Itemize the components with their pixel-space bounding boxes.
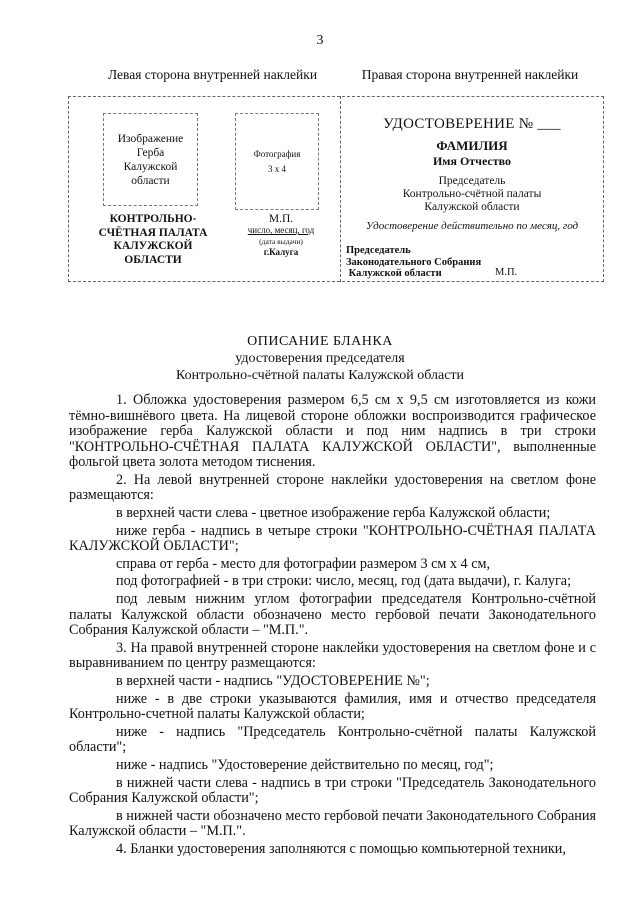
surname: ФАМИЛИЯ [436, 138, 508, 153]
validity-note: Удостоверение действительно по месяц, год [365, 220, 579, 232]
position-line: Калужской области [424, 201, 520, 213]
description-subtitle: удостоверения председателя [235, 351, 405, 366]
chair-line: Калужской области [346, 268, 442, 279]
org-line: ОБЛАСТИ [124, 253, 182, 266]
org-line: КОНТРОЛЬНО- [109, 213, 197, 225]
position [340, 175, 604, 214]
description-subtitle: Контрольно-счётной палаты Калужской области [175, 368, 465, 383]
org-name [78, 213, 228, 267]
paragraph: справа от герба - место для фотографии размером 3 см х 4 см, [116, 555, 491, 572]
photo-size: 3 х 4 [268, 163, 286, 174]
issue-block [228, 214, 334, 258]
description-body [69, 393, 596, 860]
paragraph: 1. Обложка удостоверения размером 6,5 см х 9,5 см изготовляется из кожи тёмно-вишнёвого цвета. На лицевой стороне обложки воспроизводится графическое изображение герба Калужской области и под ним надпись в три строки "КОНТРОЛЬНО-СЧЁТНАЯ ПАЛАТА КАЛУЖСКОЙ ОБЛАСТИ", выполненные фольгой цвета золота методом тиснения. [69, 392, 596, 470]
position-line: Контрольно-счётной палаты [402, 188, 542, 200]
issue-date: число, месяц, год [247, 225, 315, 235]
paragraph: в верхней части - надпись "УДОСТОВЕРЕНИЕ №"; [116, 673, 430, 689]
emblem-placeholder [103, 113, 198, 206]
stamp-mark: М.П. [268, 213, 294, 225]
chair-signature [346, 245, 481, 280]
chair-line: Законодательного Собрания [346, 256, 482, 268]
paragraph: в нижней части обозначено место гербовой печати Законодательного Собрания Калужской области – "М.П.". [69, 807, 596, 840]
paragraph: в верхней части слева - цветное изображение герба Калужской области; [116, 504, 551, 521]
photo-label: Фотография [253, 148, 301, 159]
paragraph: в нижней части слева - надпись в три строки "Председатель Законодательного Собрания Калужской области"; [69, 774, 596, 807]
emblem-line: Калужской [123, 160, 178, 173]
stamp-mark-right: М.П. [495, 267, 518, 278]
emblem-line: Герба [136, 146, 165, 159]
paragraph: ниже - надпись "Председатель Контрольно-счётной палаты Калужской области"; [69, 723, 596, 756]
paragraph: под фотографией - в три строки: число, месяц, год (дата выдачи), г. Калуга; [116, 573, 572, 590]
photo-placeholder [235, 113, 319, 210]
paragraph: ниже герба - надпись в четыре строки "КОНТРОЛЬНО-СЧЁТНАЯ ПАЛАТА КАЛУЖСКОЙ ОБЛАСТИ"; [69, 522, 596, 555]
paragraph: ниже - надпись "Удостоверение действительно по месяц, год"; [116, 757, 494, 774]
issue-date-note: (дата выдачи) [259, 237, 303, 246]
emblem-line: Изображение [117, 132, 184, 145]
paragraph: ниже - в две строки указываются фамилия, имя и отчество председателя Контрольно-счетной палаты Калужской области; [69, 690, 596, 723]
chair-line: Председатель [346, 245, 411, 256]
org-line: СЧЁТНАЯ ПАЛАТА [98, 226, 208, 239]
emblem-line: области [131, 174, 170, 187]
given-names: Имя Отчество [432, 154, 512, 168]
org-line: КАЛУЖСКОЙ [113, 240, 193, 252]
issue-city: г.Калуга [263, 247, 299, 257]
right-side-caption: Правая сторона внутренней наклейки [361, 67, 579, 82]
description-title: ОПИСАНИЕ БЛАНКА [247, 334, 393, 349]
certificate-title: УДОСТОВЕРЕНИЕ № ___ [383, 116, 561, 132]
left-side-caption: Левая сторона внутренней наклейки [107, 67, 318, 82]
paragraph: под левым нижним углом фотографии председателя Контрольно-счётной палаты Калужской области обозначено место гербовой печати Законодательного Собрания Калужской области – "М.П.". [69, 591, 596, 639]
position-line: Председатель [438, 175, 506, 187]
page-number: 3 [316, 33, 324, 48]
paragraph: 4. Бланки удостоверения заполняются с помощью компьютерной техники, [116, 841, 566, 858]
paragraph: 2. На левой внутренней стороне наклейки удостоверения на светлом фоне размещаются: [69, 471, 596, 504]
paragraph: 3. На правой внутренней стороне наклейки удостоверения на светлом фоне и с выравниванием по центру размещаются: [69, 639, 596, 672]
